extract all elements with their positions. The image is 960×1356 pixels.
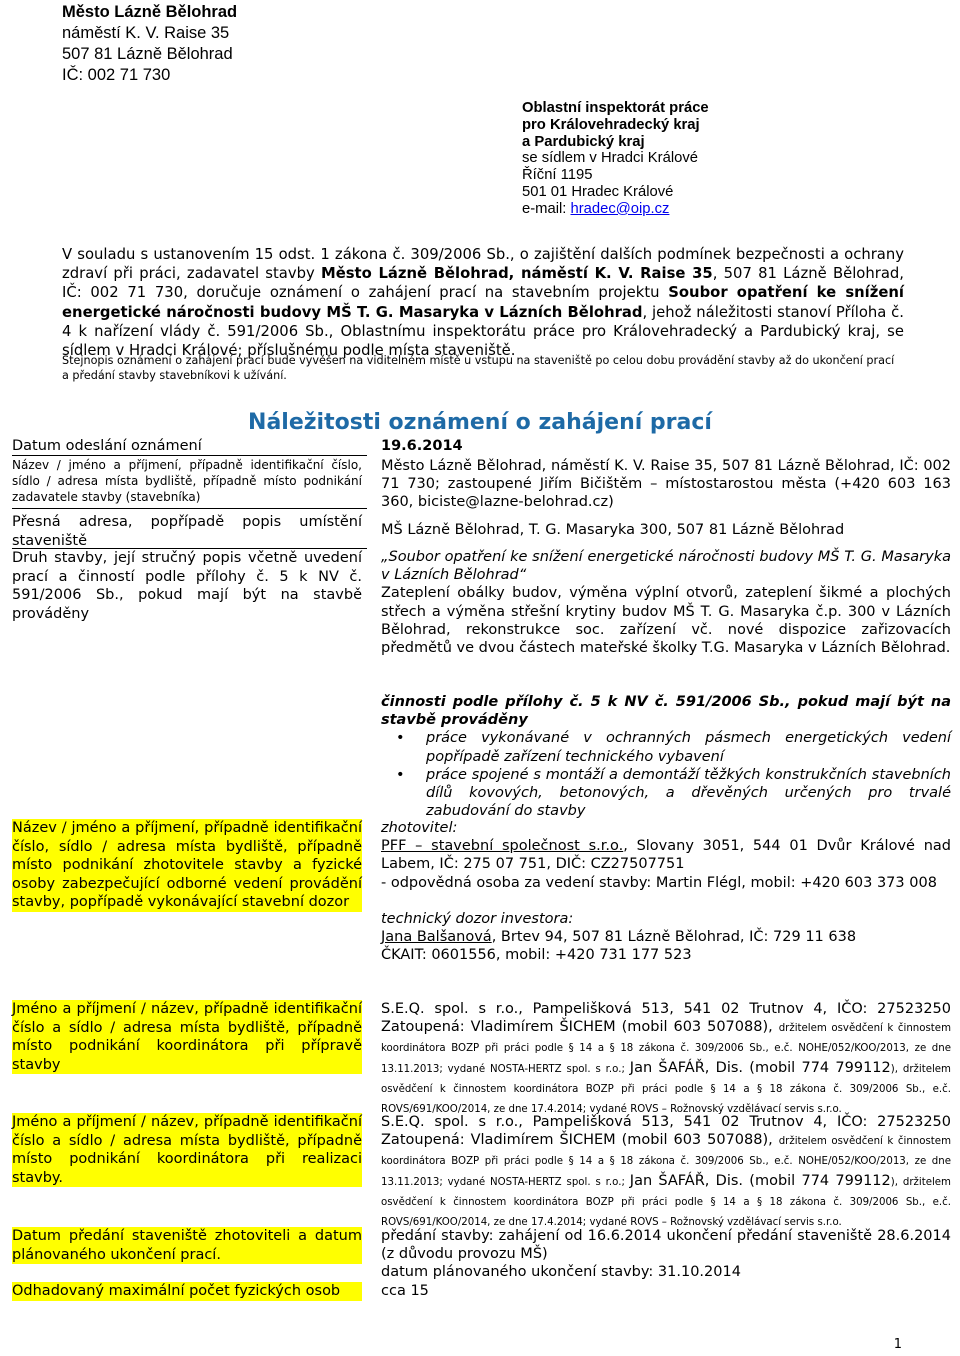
type-label: Druh stavby, její stručný popis včetně uvedení prací a činností podle přílohy č. 5 k NV č. 591/2006 Sb., pokud mají být na stavbě prováděny: [12, 550, 362, 622]
intro-note: Stejnopis oznámení o zahájení prací bude vyvěšen na viditelném místě u vstupu na staveniště po celou dobu provádění stavby až do ukončení prací a předání stavby stavebníkovi k užívání.: [62, 354, 895, 382]
client-value: Město Lázně Bělohrad, náměstí K. V. Raise 35, 507 81 Lázně Bělohrad, IČ: 002 71 730; zastoupené Jiřím Bičištěm – místostarostou města (+420 603 163 360, biciste@lazne-belohrad.cz): [381, 458, 951, 511]
activities-list: [381, 729, 951, 820]
sender-street: náměstí K. V. Raise 35: [62, 24, 230, 42]
type-value: [381, 548, 951, 657]
supervisor-details: [381, 928, 951, 946]
recipient-email-row: [522, 201, 709, 218]
handover-end-date: datum plánovaného ukončení stavby: 31.10.2014: [381, 1264, 741, 1281]
intro-text-4: , Oblastnímu inspektorátu práce pro Královehradecký a Pardubický kraj, se sídlem v Hradci Králové; příslušnému podle místa staveniště.: [62, 322, 904, 360]
handover-value: [381, 1227, 951, 1282]
contractor-title: zhotovitel:: [381, 820, 458, 836]
sender-block: [62, 2, 237, 86]
coord-prep-cert-2: ), držitelem osvědčení k činnostem koordinátora BOZP při práci podle § 14 a § 18 zákona č. 309/2006 Sb., e.č. ROVS/691/KOO/2014, ze dne 17.4.2014; vydané ROVS – Rožnovský vzdělávací servis s.r.o.: [381, 1063, 951, 1116]
spacer: [381, 892, 951, 910]
persons-label: Odhadovaný maximální počet fyzických osob: [12, 1282, 362, 1301]
activities-heading: činnosti podle přílohy č. 5 k NV č. 591/2006 Sb., pokud mají být na stavbě prováděny: [381, 694, 951, 729]
recipient-line3: a Pardubický kraj: [522, 133, 645, 150]
handover-dates: předání stavby: zahájení od 16.6.2014 ukončení předání staveniště 28.6.2014 (z důvodu provozu MŠ): [381, 1228, 951, 1263]
recipient-line2: pro Královehradecký kraj: [522, 116, 700, 133]
coord-real-person: Jan ŠAFÁŘ, Dis. (mobil 774 799112: [629, 1172, 891, 1189]
intro-client-name: Město Lázně Bělohrad, náměstí K. V. Raise 35: [320, 265, 713, 283]
handover-label: Datum předání staveniště zhotoviteli a datum plánovaného ukončení prací.: [12, 1228, 362, 1263]
recipient-line5: Říční 1195: [522, 167, 593, 184]
contractor-name: PFF – stavební společnost s.r.o.: [381, 838, 624, 855]
page-number: 1: [893, 1337, 902, 1352]
sender-name: Město Lázně Bělohrad: [62, 3, 238, 21]
supervisor-address: , Brtev 94, 507 81 Lázně Bělohrad, IČ: 729 11 638: [491, 929, 857, 946]
contractor-details: [381, 837, 951, 873]
coord-real-value: [381, 1113, 951, 1232]
coord-prep-person: Jan ŠAFÁŘ, Dis. (mobil 774 799112: [629, 1059, 891, 1076]
intro-project-name: Soubor opatření ke snížení energetické náročnosti budovy MŠ T. G. Masaryka v Lázních Bělohrad: [62, 284, 904, 321]
recipient-line4: se sídlem v Hradci Králové: [522, 150, 698, 167]
recipient-block: [522, 100, 709, 218]
date-value: 19.6.2014: [381, 438, 463, 454]
recipient-email-link[interactable]: hradec@oip.cz: [570, 200, 670, 217]
sender-ic: IČ: 002 71 730: [62, 66, 171, 84]
persons-value: cca 15: [381, 1283, 429, 1299]
date-label: Datum odeslání oznámení: [12, 438, 202, 454]
supervisor-certification: ČKAIT: 0601556, mobil: +420 731 177 523: [381, 947, 692, 964]
intro-text-1: V souladu s ustanovením 15 odst. 1 zákona č. 309/2006 Sb., o zajištění dalších podmínek bezpečnosti a ochrany zdraví při práci, zadavatel stavby: [62, 246, 904, 283]
site-label: Přesná adresa, popřípadě popis umístění staveniště: [12, 514, 362, 549]
coord-prep-value: [381, 1000, 951, 1119]
recipient-line6: 501 01 Hradec Králové: [522, 183, 674, 200]
coord-real-company: S.E.Q. spol. s r.o., Pampelišková 513, 541 02 Trutnov 4, IČO: 27523250 Zatoupená: Vladimírem ŠICHEM (mobil 603 507088),: [381, 1114, 951, 1149]
coord-real-cert-1: držitelem osvědčení k činnostem koordinátora BOZP při práci podle § 14 a § 18 zákona č. 309/2006 Sb., e.č. NOHE/052/KOO/2013, ze dne 13.11.2013; vydané NOSTA-HERTZ spol. s r.o.;: [381, 1136, 951, 1188]
type-value-description: Zateplení obálky budov, výměna výplní otvorů, zateplení šikmé a plochých střech a výměna střešní krytiny budov MŠ T. G. Masaryka č.p. 300 v Lázních Bělohrad, rekonstrukce soc. zařízení vč. nové dispozice zařizovacích předmětů ve dvou částech mateřské školky T.G. Masaryka v Lázních Bělohrad.: [381, 585, 951, 657]
site-value: MŠ Lázně Bělohrad, T. G. Masaryka 300, 507 81 Lázně Bělohrad: [381, 522, 845, 538]
contractor-address: , Slovany 3051, 544 01 Dvůr Králové nad Labem, IČ: 275 07 751, DIČ: CZ27507751: [381, 838, 951, 873]
list-item: • práce vykonávané v ochranných pásmech energetických vedení popřípadě zařízení technického vybavení: [426, 729, 951, 765]
intro-text-2: , 507 81 Lázně Bělohrad, IČ: 002 71 730, doručuje oznámení o zahájení prací na stavebním projektu: [62, 265, 904, 302]
sender-city: 507 81 Lázně Bělohrad: [62, 45, 233, 63]
coord-prep-company: S.E.Q. spol. s r.o., Pampelišková 513, 541 02 Trutnov 4, IČO: 27523250 Zatoupená: Vladimírem ŠICHEM (mobil 603 507088),: [381, 1001, 951, 1036]
recipient-line1: Oblastní inspektorát práce: [522, 100, 709, 116]
supervisor-title: technický dozor investora:: [381, 910, 574, 927]
activities-block: [381, 693, 951, 820]
recipient-email-label: e-mail:: [522, 200, 571, 217]
list-item: • práce spojené s montáží a demontáží těžkých konstrukčních stavebních dílů kovových, betonových, a dřevěných určených pro trvalé zabudování do stavby: [426, 766, 951, 821]
coord-real-cert-2: ), držitelem osvědčení k činnostem koordinátora BOZP při práci podle § 14 a § 18 zákona č. 309/2006 Sb., e.č. ROVS/691/KOO/2014, ze dne 17.4.2014; vydané ROVS – Rožnovský vzdělávací servis s.r.o.: [381, 1176, 951, 1229]
intro-text-3: , jehož náležitosti stanoví Příloha č. 4 k nařízení vlády č. 591/2006 Sb.: [62, 303, 904, 340]
row-divider: [12, 455, 367, 456]
supervisor-name: Jana Balšanová: [381, 929, 492, 946]
coord-prep-label: Jméno a příjmení / název, případně identifikační číslo a sídlo / adresa místa bydliště, případně místo podnikání koordinátora při přípravě stavby: [12, 1001, 362, 1073]
type-value-project: „Soubor opatření ke snížení energetické náročnosti budovy MŠ T. G. Masaryka v Lázních Bělohrad“: [381, 549, 951, 584]
contractor-label: Název / jméno a příjmení, případně identifikační číslo, sídlo / adresa místa bydliště, případně místo podnikání zhotovitele stavby a fyzické osoby zabezpečující odborné vedení provádění stavby, popřípadě vykonávající stavební dozor: [12, 820, 362, 911]
section-heading: Náležitosti oznámení o zahájení prací: [248, 410, 712, 435]
coord-prep-cert-1: držitelem osvědčení k činnostem koordinátora BOZP při práci podle § 14 a § 18 zákona č. 309/2006 Sb., e.č. NOHE/052/KOO/2013, ze dne 13.11.2013; vydané NOSTA-HERTZ spol. s r.o.;: [381, 1023, 951, 1075]
row-divider: [12, 508, 367, 509]
contractor-lead: - odpovědná osoba za vedení stavby: Martin Flégl, mobil: +420 603 373 008: [381, 874, 937, 891]
client-label: Název / jméno a příjmení, případně identifikační číslo, sídlo / adresa místa bydliště, případně místo podnikání zadavatele stavby (stavebníka): [12, 458, 362, 504]
coord-real-label: Jméno a příjmení / název, případně identifikační číslo a sídlo / adresa místa bydliště, případně místo podnikání koordinátora při realizaci stavby.: [12, 1114, 362, 1186]
contractor-value: [381, 819, 951, 964]
intro-paragraph: [62, 245, 904, 360]
